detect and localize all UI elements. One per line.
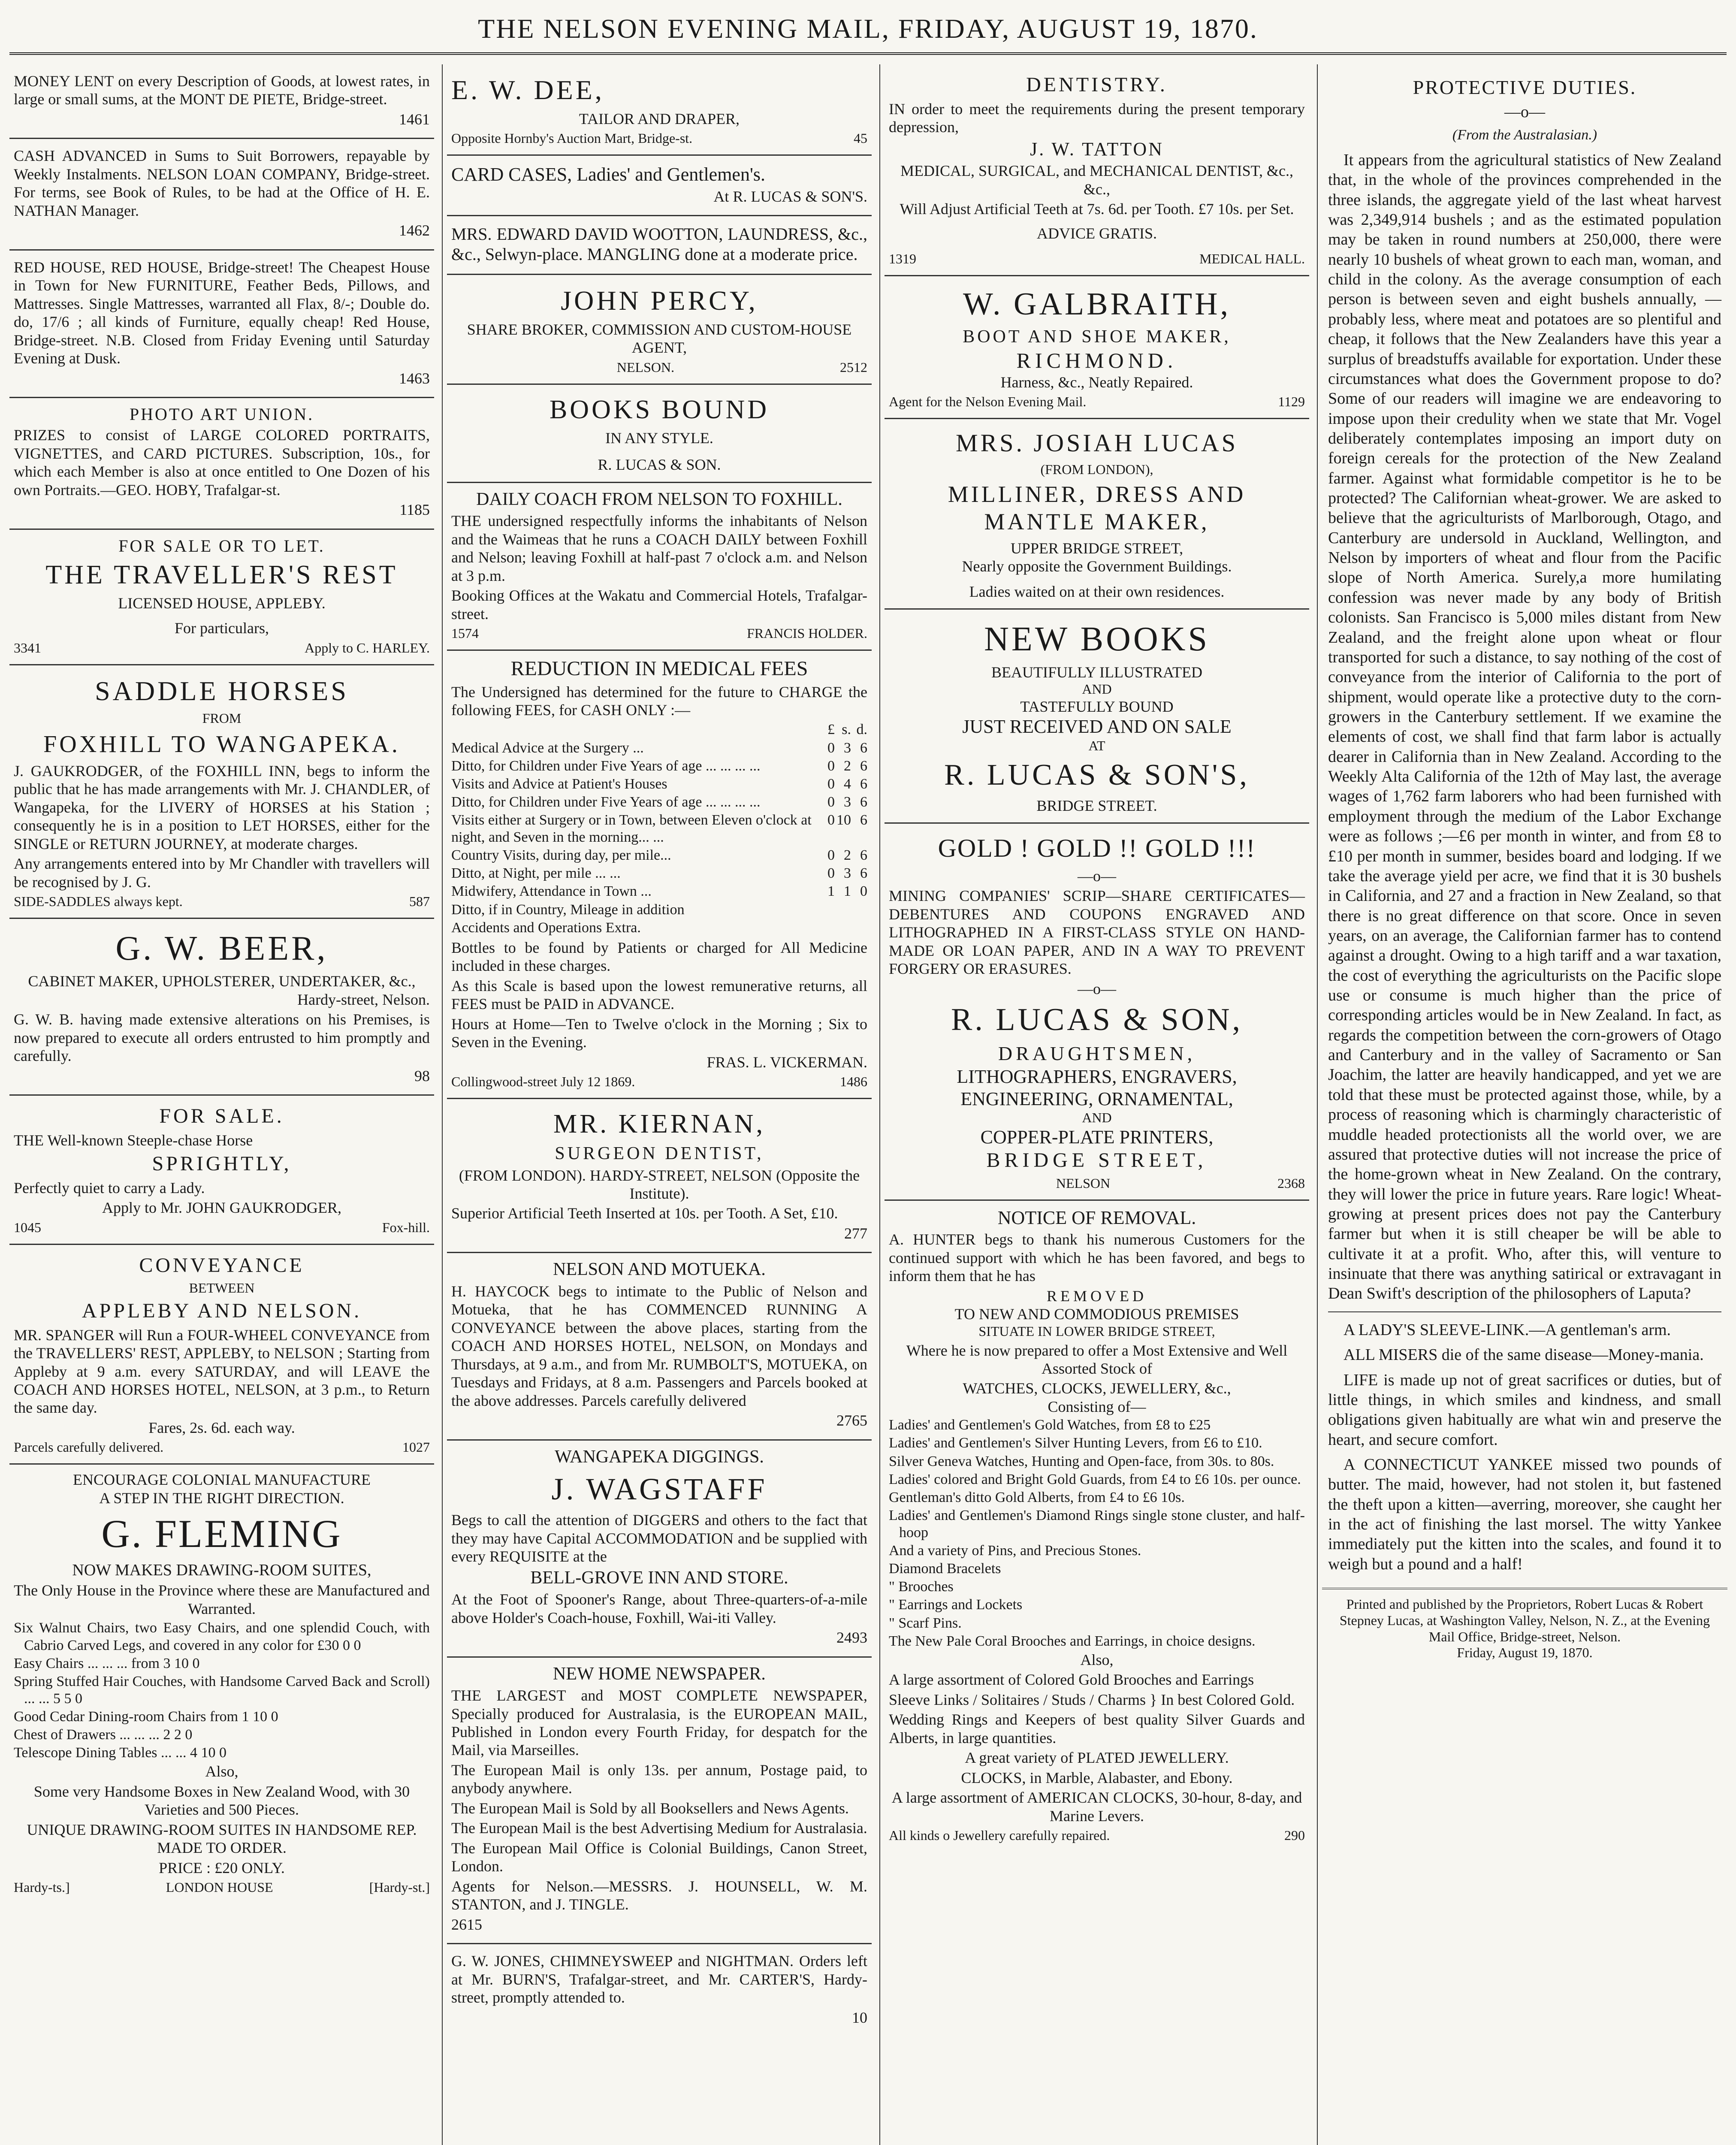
ad-number: 1185 (399, 501, 430, 519)
column-1 (9, 64, 434, 2145)
ad-text: IN order to meet the requirements during the present temporary depression, (889, 100, 1305, 136)
price-list-item: Good Cedar Dining-room Chairs from 1 10 0 (14, 1708, 278, 1725)
ad-text: CLOCKS, in Marble, Alabaster, and Ebony. (961, 1769, 1233, 1786)
ad-text: JUST RECEIVED AND ON SALE (962, 716, 1232, 737)
ad-group-items: Sleeve Links / Solitaires / Studs / Charms (889, 1691, 1146, 1708)
fee-shillings: 2 (844, 847, 851, 864)
table-row (451, 811, 867, 846)
price-list-item: Easy Chairs ... ... ... from 3 10 0 (14, 1655, 200, 1671)
ad-text: Bottles to be found by Patients or charged for All Medicine included in these charges. (451, 939, 867, 975)
ad-number: 1045 (14, 1219, 41, 1235)
list-item: Ladies' colored and Bright Gold Guards, from £4 to £6 10s. per ounce. (889, 1471, 1301, 1487)
ad-divider: —o— (1078, 980, 1116, 997)
fee-pounds: 0 (827, 794, 835, 810)
list-item: Ladies' and Gentlemen's Gold Watches, from £8 to £25 (889, 1417, 1211, 1433)
ad-footer-mid: LONDON HOUSE (166, 1879, 273, 1895)
imprint (1322, 1588, 1727, 1668)
ad-business-name: J. WAGSTAFF (551, 1472, 767, 1507)
ad-and: AND (1082, 681, 1112, 697)
ad-text: UNIQUE DRAWING-ROOM SUITES IN HANDSOME REP. MADE TO ORDER. (27, 1821, 417, 1857)
ad-heading: WANGAPEKA DIGGINGS. (555, 1447, 764, 1467)
column-header: £ (827, 722, 835, 738)
ad-heading: DENTISTRY. (1026, 73, 1168, 96)
ad-and: AND (1082, 1110, 1112, 1126)
table-row (451, 793, 867, 811)
fee-label: Visits either at Surgery or in Town, between Eleven o'clock at night, and Seven in the morning... ... (451, 812, 812, 846)
column-rule (879, 64, 880, 2145)
snippet: LIFE is made up not of great sacrifices or duties, but of little things, in which smiles and kindness, and small obligations given habitually are what win and preserve the heart, and secure comfort. (1328, 1371, 1721, 1449)
ad-business-name: JOHN PERCY, (561, 285, 758, 316)
column-rule (1317, 64, 1318, 2145)
table-row (451, 901, 867, 919)
ad-address: Opposite Hornby's Auction Mart, Bridge-st. (451, 130, 693, 146)
article-headline: PROTECTIVE DUTIES. (1413, 76, 1637, 98)
ad-text: TASTEFULLY BOUND (1020, 698, 1174, 715)
imprint-text: Printed and published by the Proprietors, Robert Lucas & Robert Stepney Lucas, at Washington Valley, Nelson, N. Z., at the Evening Mail Office, Bridge-street, Nelson. (1339, 1596, 1710, 1644)
ad-heading: FOR SALE OR TO LET. (118, 536, 325, 556)
ad-business-name: MRS. JOSIAH LUCAS (956, 429, 1238, 457)
fee-pence: 6 (860, 740, 867, 756)
ad-business-name: G. FLEMING (101, 1512, 342, 1556)
ad-number: 1462 (399, 222, 430, 239)
ad-number: 1574 (451, 625, 479, 641)
ad-text: The European Mail is the best Advertising Medium for Australasia. (451, 1819, 867, 1837)
fee-pounds: 0 (827, 865, 835, 882)
ad-heading: NOTICE OF REMOVAL. (997, 1207, 1196, 1228)
masthead-rule (9, 52, 1727, 55)
fee-label: Ditto, for Children under Five Years of age ... ... ... ... (451, 758, 761, 774)
ad-text: MRS. EDWARD DAVID WOOTTON, LAUNDRESS, &c., &c., Selwyn-place. MANGLING done at a moderate price. (451, 224, 867, 264)
ad-gold (885, 824, 1309, 1201)
table-row (451, 775, 867, 793)
ad-town: NELSON (1056, 1175, 1111, 1191)
fee-pence: 6 (860, 776, 867, 792)
column-2 (447, 64, 872, 2145)
ad-subheading: IN ANY STYLE. (605, 429, 713, 447)
ad-red-house (9, 251, 434, 398)
ad-number: 1463 (399, 369, 430, 387)
column-header: s. (842, 722, 851, 738)
ad-number: 45 (854, 130, 867, 146)
ad-daily-coach (447, 483, 872, 651)
ad-text: At the Foot of Spooner's Range, about Three-quarters-of-a-mile above Holder's Coach-house, Foxhill, Wai-iti Valley. (451, 1591, 867, 1626)
ad-trade: ENGINEERING, ORNAMENTAL, (960, 1088, 1233, 1109)
ad-mrs-lucas (885, 419, 1309, 610)
fee-shillings: 10 (836, 812, 851, 828)
list-item: The New Pale Coral Brooches and Earrings, in choice designs. (889, 1633, 1256, 1649)
ad-text: G. W. JONES, CHIMNEYSWEEP and NIGHTMAN. Orders left at Mr. BURN'S, Trafalgar-street, and Mr. CARTER'S, Hardy-street, promptly attended to. (451, 1952, 867, 2006)
ad-text: Will Adjust Artificial Teeth at 7s. 6d. per Tooth. £7 10s. per Set. (900, 200, 1294, 218)
ad-removed: REMOVED (1047, 1287, 1147, 1305)
ad-galbraith (885, 276, 1309, 419)
fee-pence: 0 (860, 883, 867, 900)
ad-text: SIDE-SADDLES always kept. (14, 894, 183, 909)
ad-text: THE LARGEST and MOST COMPLETE NEWSPAPER, Specially produced for Australasia, is the EUROPEAN MAIL, Published in London every Fourth Friday, for despatch for the Mail, via Marseilles. (451, 1687, 867, 1759)
ad-route: APPLEBY AND NELSON. (82, 1299, 362, 1322)
fee-label: Country Visits, during day, per mile... (451, 847, 671, 864)
list-item: Diamond Bracelets (889, 1561, 1001, 1577)
ad-trade: SHARE BROKER, COMMISSION AND CUSTOM-HOUSE AGENT, (467, 321, 852, 356)
ad-place: Collingwood-street July 12 1869. (451, 1074, 635, 1090)
price-list-item: Spring Stuffed Hair Couches, with Handsome Carved Back and Scroll) ... ... 5 5 0 (14, 1673, 430, 1707)
ad-text: Sleeve Links / Solitaires / Studs / Charms } In best Colored Gold. (889, 1691, 1295, 1708)
ad-text: PRIZES to consist of LARGE COLORED PORTRAITS, VIGNETTES, and CARD PICTURES. Subscription, 10s., for which each Member is also at once entitled to One Dozen of his own Portraits.—GEO. HOBY, Trafalgar-st. (14, 426, 430, 498)
ad-loan-company (9, 139, 434, 250)
ad-address: Hardy-street, Nelson. (297, 991, 430, 1008)
ad-footer-left: Hardy-ts.] (14, 1879, 70, 1895)
ad-percy (447, 275, 872, 384)
fee-pence: 6 (860, 865, 867, 882)
ad-text: Agent for the Nelson Evening Mail. (889, 394, 1087, 410)
ad-for-sale-horse (9, 1096, 434, 1245)
column-3 (885, 64, 1309, 2145)
ad-fares: Fares, 2s. 6d. each way. (148, 1419, 295, 1436)
ad-number: 2615 (451, 1915, 482, 1933)
ad-at: AT (1088, 738, 1105, 754)
ad-business-name: R. LUCAS & SON'S, (944, 758, 1250, 792)
fee-label: Ditto, for Children under Five Years of age ... ... ... ... (451, 794, 761, 810)
ad-heading: ENCOURAGE COLONIAL MANUFACTURE (73, 1471, 371, 1489)
ad-text: Booking Offices at the Wakatu and Commercial Hotels, Trafalgar-street. (451, 587, 867, 622)
imprint-date: Friday, August 19, 1870. (1457, 1645, 1593, 1661)
ad-text: RED HOUSE, RED HOUSE, Bridge-street! The Cheapest House in Town for New FURNITURE, Feather Beds, Pillows, and Mattresses. Single Mattresses, warranted all Flax, 8/-; Double do. do, 17/6 ; all kinds of Furniture, equally cheap! Red House, Bridge-street. N.B. Closed from Friday Evening until Saturday Evening at Dusk. (14, 258, 430, 367)
ad-number: 1486 (840, 1074, 867, 1090)
ad-heading: GOLD ! GOLD !! GOLD !!! (938, 834, 1256, 862)
ad-place: Fox-hill. (382, 1219, 430, 1235)
article-protective-duties (1322, 64, 1727, 1588)
table-header (451, 721, 867, 739)
fee-label: Midwifery, Attendance in Town ... (451, 883, 652, 900)
ad-agents: Agents for Nelson.—MESSRS. J. HOUNSELL, W. M. STANTON, and J. TINGLE. (451, 1877, 867, 1913)
ad-text: BEAUTIFULLY ILLUSTRATED (991, 663, 1202, 681)
fee-label: Visits and Advice at Patient's Houses (451, 776, 667, 792)
fee-label: Medical Advice at the Surgery ... (451, 740, 644, 756)
list-item: Ladies' and Gentlemen's Diamond Rings single stone cluster, and half-hoop (889, 1507, 1305, 1541)
ad-heading: BOOKS BOUND (549, 395, 770, 424)
ad-text: CARD CASES, Ladies' and Gentlemen's. (451, 163, 766, 185)
ad-divider: —o— (1078, 867, 1116, 885)
ad-text: Harness, &c., Neatly Repaired. (1000, 373, 1193, 391)
table-row (451, 757, 867, 775)
ad-number: 2368 (1277, 1175, 1305, 1191)
ad-text: NOW MAKES DRAWING-ROOM SUITES, (72, 1561, 371, 1579)
table-row (451, 846, 867, 864)
ad-heading: NEW HOME NEWSPAPER. (553, 1664, 766, 1684)
fee-pounds: 1 (827, 883, 835, 900)
ad-text: H. HAYCOCK begs to intimate to the Public of Nelson and Motueka, that he has COMMENCED RUNNING A CONVEYANCE between the above places, starting from the COACH AND HORSES HOTEL, NELSON, on Mondays and Thursdays, at 9 a.m., and from Mr. RUMBOLT'S, MOTUEKA, on Tuesdays and Fridays, at 8 a.m. Passengers and Parcels booked at the above addresses. Parcels carefully delivered (451, 1282, 867, 1409)
ad-address: BRIDGE STREET. (1036, 797, 1157, 814)
ad-text: The Only House in the Province where these are Manufactured and Warranted. (14, 1582, 430, 1617)
ad-number: 3341 (14, 640, 41, 656)
masthead (0, 0, 1736, 60)
price-list-item: Chest of Drawers ... ... ... 2 2 0 (14, 1727, 193, 1743)
ad-text: Perfectly quiet to carry a Lady. (14, 1179, 205, 1196)
ad-group-label: In best Colored Gold. (1161, 1691, 1295, 1708)
fee-pounds: 0 (827, 758, 835, 774)
ad-contact: Apply to C. HARLEY. (305, 640, 430, 656)
ad-text: The European Mail is Sold by all Booksellers and News Agents. (451, 1799, 849, 1817)
ad-text: The Undersigned has determined for the future to CHARGE the following FEES, for CASH ONLY :— (451, 683, 867, 719)
ad-heading: PHOTO ART UNION. (129, 405, 314, 424)
ad-removal (885, 1201, 1309, 1852)
ad-number: 277 (844, 1224, 867, 1242)
ad-number: 2493 (836, 1629, 867, 1647)
ad-text: G. W. B. having made extensive alterations on his Premises, is now prepared to execute all orders entrusted to him promptly and carefully. (14, 1011, 430, 1065)
ad-signature: FRAS. L. VICKERMAN. (706, 1053, 867, 1071)
article-source: (From the Australasian.) (1452, 127, 1597, 143)
table-row (451, 864, 867, 882)
ad-text: TO NEW AND COMMODIOUS PREMISES (954, 1305, 1239, 1323)
ad-business-name: R. LUCAS & SON, (951, 1002, 1243, 1038)
fee-pounds: 0 (827, 847, 835, 864)
ad-business-name: E. W. DEE, (451, 75, 604, 105)
ad-heading: FOR SALE. (159, 1105, 284, 1128)
ad-number: 1461 (399, 110, 430, 128)
fee-pounds: 0 (827, 740, 835, 756)
ad-heading: CONVEYANCE (139, 1254, 305, 1277)
ad-kiernan (447, 1099, 872, 1254)
ad-route: FOXHILL TO WANGAPEKA. (43, 731, 400, 758)
ad-text: Ladies waited on at their own residences. (969, 583, 1225, 600)
ad-number: 1319 (889, 251, 916, 267)
ad-business-name: R. LUCAS & SON. (598, 456, 721, 474)
ad-text: A. HUNTER begs to thank his numerous Customers for the continued support with which he has been favored, and begs to inform them that he has (889, 1231, 1305, 1285)
table-row (451, 739, 867, 757)
fee-shillings: 1 (844, 883, 851, 900)
ad-town: RICHMOND. (1016, 348, 1177, 372)
ad-text: A large assortment of Colored Gold Brooches and Earrings (889, 1671, 1254, 1689)
ad-text: The European Mail Office is Colonial Buildings, Canon Street, London. (451, 1839, 867, 1875)
ad-text: Some very Handsome Boxes in New Zealand Wood, with 30 Varieties and 500 Pieces. (33, 1782, 410, 1819)
fees-table (451, 721, 867, 937)
ad-text: Where he is now prepared to offer a Most Extensive and Well Assorted Stock of (906, 1341, 1288, 1377)
list-item: Silver Geneva Watches, Hunting and Open-face, from 30s. to 80s. (889, 1453, 1274, 1469)
fee-pence: 6 (860, 847, 867, 864)
ad-where: At R. LUCAS & SON'S. (713, 187, 867, 205)
list-item: Gentleman's ditto Gold Alberts, from £4 to £6 10s. (889, 1489, 1185, 1505)
ad-dee (447, 64, 872, 156)
fee-shillings: 2 (844, 758, 851, 774)
ad-trade: SURGEON DENTIST, (555, 1143, 764, 1163)
price-list (14, 1619, 430, 1761)
ad-between: BETWEEN (189, 1280, 255, 1296)
list-item: " Scarf Pins. (889, 1615, 962, 1631)
ad-inn: BELL-GROVE INN AND STORE. (530, 1568, 788, 1588)
ad-number: 98 (414, 1067, 430, 1085)
column-header: d. (856, 722, 867, 738)
ad-business-name: W. GALBRAITH, (963, 287, 1231, 322)
ad-wangapeka (447, 1441, 872, 1658)
ad-trade: DRAUGHTSMEN, (998, 1042, 1196, 1065)
ad-text: As this Scale is based upon the lowest remunerative returns, all FEES must be PAID in ADVANCE. (451, 977, 867, 1013)
ad-trade: MILLINER, DRESS AND MANTLE MAKER, (948, 481, 1246, 535)
ad-text: CASH ADVANCED in Sums to Suit Borrowers, repayable by Weekly Instalments. NELSON LOAN COMPANY, Bridge-street. For terms, see Book of Rules, to be had at the Office of H. E. NATHAN Manager. (14, 147, 430, 219)
ad-text: Begs to call the attention of DIGGERS and others to the fact that they may have Capital ACCOMMODATION and be supplied with every REQUISITE at the (451, 1511, 867, 1565)
fee-pence: 6 (860, 794, 867, 810)
ad-signature: FRANCIS HOLDER. (747, 625, 867, 641)
ad-text: For particulars, (175, 619, 269, 637)
ad-address: Nearly opposite the Government Buildings. (962, 558, 1232, 575)
ad-advice: ADVICE GRATIS. (1036, 224, 1157, 242)
ad-also: Also, (1080, 1651, 1114, 1668)
ad-number: 1027 (402, 1439, 430, 1455)
ad-contact: Apply to Mr. JOHN GAUKRODGER, (102, 1199, 342, 1217)
fee-label: Ditto, if in Country, Mileage in addition (451, 901, 685, 918)
fee-pence: 6 (860, 812, 867, 828)
ad-footer-right: [Hardy-st.] (369, 1879, 430, 1895)
ad-from: (FROM LONDON), (1040, 461, 1153, 477)
column-4 (1322, 64, 1727, 2145)
ad-number: 587 (409, 894, 430, 909)
ad-town: NELSON. (616, 359, 675, 375)
ad-trade: LITHOGRAPHERS, ENGRAVERS, (957, 1066, 1237, 1087)
ad-text: SITUATE IN LOWER BRIDGE STREET, (978, 1323, 1215, 1339)
ad-trade: CABINET MAKER, UPHOLSTERER, UNDERTAKER, &c., (28, 973, 416, 990)
article-divider: —o— (1504, 103, 1545, 121)
ad-text: THE undersigned respectfully informs the inhabitants of Nelson and the Waimeas that he runs a COACH DAILY between Foxhill and Nelson; leaving Foxhill at half-past 7 o'clock a.m. and Nelson at 3 p.m. (451, 512, 867, 584)
list-item: " Earrings and Lockets (889, 1597, 1023, 1613)
ad-also: Also, (205, 1763, 239, 1780)
ad-conveyance (9, 1245, 434, 1465)
newspaper-title: THE NELSON EVENING MAIL, FRIDAY, AUGUST 19, 1870. (478, 13, 1258, 44)
ad-newspaper (447, 1658, 872, 1945)
ad-heading: NEW BOOKS (984, 620, 1210, 659)
ad-heading: NELSON AND MOTUEKA. (553, 1260, 766, 1280)
ad-trade: COPPER-PLATE PRINTERS, (980, 1127, 1214, 1148)
fee-shillings: 4 (844, 776, 851, 792)
ad-address: (FROM LONDON). HARDY-STREET, NELSON (Opposite the Institute). (459, 1166, 860, 1202)
ad-heading: SADDLE HORSES (95, 675, 349, 706)
ad-text: J. GAUKRODGER, of the FOXHILL INN, begs to inform the public that he has made arrangements with Mr. J. CHANDLER, of Wangapeka, for the LIVERY of HORSES at his Station ; consequently he is in a position to LET HORSES, either for the SINGLE or RETURN JOURNEY, at moderate charges. (14, 762, 430, 852)
ad-text: THE Well-known Steeple-chase Horse (14, 1131, 253, 1149)
ad-card-cases (447, 156, 872, 216)
ad-beer (9, 919, 434, 1096)
ad-trade: BOOT AND SHOE MAKER, (963, 327, 1231, 347)
ad-text: A large assortment of AMERICAN CLOCKS, 30-hour, 8-day, and Marine Levers. (891, 1789, 1302, 1825)
fee-pounds: 0 (827, 776, 835, 792)
ad-books-bound (447, 385, 872, 483)
ad-chimney-sweep (447, 1944, 872, 2036)
fee-pounds: 0 (827, 812, 835, 828)
ad-stock: WATCHES, CLOCKS, JEWELLERY, &c., (963, 1380, 1231, 1397)
list-item: Ladies' and Gentlemen's Silver Hunting Levers, from £6 to £10. (889, 1435, 1262, 1451)
ad-business-name: G. W. BEER, (115, 929, 328, 967)
ad-number: 2512 (840, 359, 867, 375)
ad-wootton (447, 216, 872, 275)
ad-mont-de-piete (9, 64, 434, 139)
ad-number: 10 (852, 2009, 867, 2026)
ad-business-name: MR. KIERNAN, (553, 1109, 765, 1139)
ad-subheading: LICENSED HOUSE, APPLEBY. (118, 594, 326, 612)
ad-address: BRIDGE STREET, (986, 1149, 1208, 1172)
ad-saddle-horses (9, 665, 434, 919)
table-row (451, 919, 867, 937)
ad-trade: TAILOR AND DRAPER, (579, 110, 740, 127)
snippet: ALL MISERS die of the same disease—Money-mania. (1344, 1346, 1704, 1364)
ad-fleming (9, 1465, 434, 1903)
ad-text: MR. SPANGER will Run a FOUR-WHEEL CONVEYANCE from the TRAVELLERS' REST, APPLEBY, to NELSON ; Starting from Appleby at 9 a.m. every SATURDAY, and will LEAVE the COACH AND HORSES HOTEL, NELSON, at 3 p.m., to Return the same day. (14, 1326, 430, 1417)
ad-text: All kinds o Jewellery carefully repaired. (889, 1828, 1110, 1843)
ad-address: UPPER BRIDGE STREET, (1010, 539, 1183, 557)
ad-business-name: THE TRAVELLER'S REST (45, 560, 398, 589)
ad-number: 1129 (1278, 394, 1305, 410)
fee-label: Ditto, at Night, per mile ... ... (451, 865, 621, 882)
ad-text: MINING COMPANIES' SCRIP—SHARE CERTIFICATES—DEBENTURES AND COUPONS ENGRAVED AND LITHOGRAPHED IN A FIRST-CLASS STYLE ON HAND-MADE OR LOAN PAPER, AND IN A WAY TO PREVENT FORGERY OR ERASURES. (889, 887, 1305, 978)
ad-subheading: A STEP IN THE RIGHT DIRECTION. (99, 1489, 344, 1507)
ad-text: Parcels carefully delivered. (14, 1439, 164, 1455)
ad-text: A great variety of PLATED JEWELLERY. (965, 1749, 1229, 1767)
ad-text: Any arrangements entered into by Mr Chandler with travellers will be recognised by J. G. (14, 855, 430, 891)
ad-number: 2765 (836, 1412, 867, 1429)
column-rule (442, 64, 443, 2145)
ad-text: Consisting of— (1048, 1398, 1146, 1415)
ad-horse-name: SPRIGHTLY, (152, 1152, 292, 1175)
ad-medical-fees (447, 651, 872, 1099)
list-item: " Brooches (889, 1579, 954, 1595)
ad-from: FROM (202, 710, 242, 726)
ad-trade: MEDICAL, SURGICAL, and MECHANICAL DENTIST, &c., &c., (900, 162, 1293, 198)
ad-text: Superior Artificial Teeth Inserted at 10s. per Tooth. A Set, £10. (451, 1205, 838, 1222)
fee-label: Accidents and Operations Extra. (451, 919, 641, 936)
fee-shillings: 3 (844, 865, 851, 882)
ad-number: 290 (1284, 1828, 1305, 1843)
ad-text: MONEY LENT on every Description of Goods, at lowest rates, in large or small sums, at the MONT DE PIETE, Bridge-street. (14, 73, 430, 108)
snippet: A CONNECTICUT YANKEE missed two pounds of butter. The maid, however, had not stolen it, but fastened the theft upon a kitten—averring, moreover, she caught her in the act of finishing the last morsel. The witty Yankee immediately put the kitten into the scales, and found it to weigh but a pound and a half! (1328, 1455, 1721, 1573)
article-separator (1328, 1311, 1721, 1312)
ad-for-sale-or-let (9, 530, 434, 665)
list-item: And a variety of Pins, and Precious Stones. (889, 1543, 1141, 1559)
ad-heading: DAILY COACH FROM NELSON TO FOXHILL. (476, 489, 842, 509)
ad-text: The European Mail is only 13s. per annum, Postage paid, to anybody anywhere. (451, 1761, 867, 1797)
ad-place: MEDICAL HALL. (1199, 251, 1305, 267)
ad-business-name: J. W. TATTON (1030, 138, 1164, 160)
ad-text: Wedding Rings and Keepers of best quality Silver Guards and Alberts, in large quantities. (889, 1711, 1305, 1746)
ad-motueka (447, 1253, 872, 1440)
fee-shillings: 3 (844, 740, 851, 756)
article-paragraph: It appears from the agricultural statistics of New Zealand that, in the whole of the provinces comprehended in the three islands, the aggregate yield of the last wheat harvest was 2,349,914 bushels ; and as the estimated population may be taken in round numbers at 250,000, there were nearly 10 bushels of wheat grown to each man, woman, and child in the colony. As the average consumption of each person is between seven and eight bushels annually, —probably less, where meat and potatoes are so plentiful and cheap, it follows that the New Zealanders have this year a surplus of breadstuffs available for exportation. Under these circumstances what does the Government propose to do? Some of our readers will imagine we are endeavoring to impose upon their credulity when we state that Mr. Vogel deliberately contemplates imposing an import duty on foreign cereals for the protection of the New Zealand farmer. Against what formidable competitor is he to be protected? The Californian wheat-grower. We are asked to believe that the agriculturists of Marlborough, Otago, and Canterbury are undersold in Auckland, Wellington, and Nelson by importers of wheat and flour from the Pacific slope of North America. Surely,a more humilating confession was never made by any body of British colonists. San Francisco is 5,000 miles distant from New Zealand, and the freight alone upon wheat or flour transported for such a distance, to say nothing of the cost of conveyance from the interior of California to the port of shipment, would operate like a protective duty to the corn-growers in the Canterbury settlement. If we examine the elements of cost, we shall find that farm labor is actually dearer in California than in New Zealand. According to the Weekly Alta California of the 12th of May last, the average wages of 1,762 farm laborers who had been furnished with employment through the medium of the Labor Exchange were as follows ;—£6 per month in winter, and from £8 to £10 per month in summer, besides board and lodging. If we take the average yield per acre, we find that it is 30 bushels in California, and 27 and a fraction in New Zealand, so that there is no great difference on that score. Once in seven years, on an average, the Californian farmer has to contend against a drought. Owing to a high tariff and a war taxation, the cost of everything the agriculturists on the Pacific slope use or consume is much higher than the price of corresponding articles would be in New Zealand. In fact, as regards the competition between the corn-growers of Otago and Canterbury and in the valley of Sacramento or San Joachim, the latter are heavily handicapped, and yet we are told that these must be protected against those, while, by a process of reasoning which is charmingly characteristic of muddle headed protectionists all the world over, we are assured that protective duties will not increase the price of the home-grown wheat in New Zealand. On the contrary, they will lower the price in future years. Rare logic! Wheat-growing at present prices does not pay the Canterbury farmer but when it is still cheaper be will be able to cultivate it at a profit. Who, after this, will venture to insinuate that there was anything satirical or extravagant in Dean Swift's description of the philosophers of Laputa? (1328, 151, 1721, 1303)
price-list-item: Telescope Dining Tables ... ... 4 10 0 (14, 1745, 227, 1761)
price-list-item: Six Walnut Chairs, two Easy Chairs, and one splendid Couch, with Cabrio Carved Legs, and covered in any color for £30 0 0 (14, 1620, 430, 1653)
fee-shillings: 3 (844, 794, 851, 810)
ad-photo-art-union (9, 398, 434, 530)
stock-list (889, 1417, 1305, 1650)
ad-new-books (885, 610, 1309, 824)
table-row (451, 882, 867, 900)
ad-price: PRICE : £20 ONLY. (159, 1859, 285, 1876)
ad-heading: REDUCTION IN MEDICAL FEES (510, 657, 808, 680)
fee-pence: 6 (860, 758, 867, 774)
snippet: A LADY'S SLEEVE-LINK.—A gentleman's arm. (1344, 1320, 1671, 1339)
ad-dentistry (885, 64, 1309, 276)
ad-text: Hours at Home—Ten to Twelve o'clock in the Morning ; Six to Seven in the Evening. (451, 1015, 867, 1051)
